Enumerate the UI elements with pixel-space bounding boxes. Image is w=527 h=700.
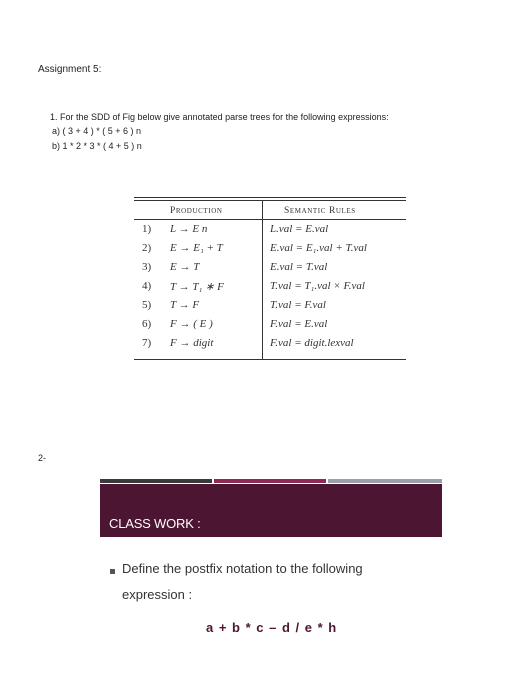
table-row — [134, 223, 406, 241]
classwork-title: CLASS WORK : — [109, 516, 201, 531]
question-item-a: a) ( 3 + 4 ) * ( 5 + 6 ) n — [52, 126, 142, 136]
table-header-rule — [134, 219, 406, 220]
row-index: 4) — [142, 280, 152, 292]
row-semantic-rule: L.val = E.val — [270, 223, 329, 235]
assignment-heading: Assignment 5: — [38, 64, 102, 75]
row-production: T → T₁ ∗ F — [170, 281, 224, 293]
row-semantic-rule: E.val = T.val — [270, 261, 328, 273]
row-index: 7) — [142, 337, 152, 349]
header-semantic-rules: Semantic Rules — [284, 206, 356, 216]
table-row — [134, 261, 406, 279]
row-index: 3) — [142, 261, 152, 273]
sdd-table — [134, 197, 406, 361]
row-production: T → F — [170, 299, 200, 311]
table-top-rule-inner — [134, 200, 406, 201]
row-production: F → digit — [170, 337, 214, 349]
accent-bar-dark — [100, 479, 212, 483]
row-index: 2) — [142, 242, 152, 254]
row-index: 5) — [142, 299, 152, 311]
question-item-b: b) 1 * 2 * 3 * ( 4 + 5 ) n — [52, 141, 142, 151]
question-1-text: 1. For the SDD of Fig below give annotated parse trees for the following expressions: — [50, 112, 389, 122]
row-production: F → ( E ) — [170, 318, 213, 330]
bullet-text-line1: Define the postfix notation to the following — [122, 561, 363, 576]
table-row — [134, 337, 406, 355]
postfix-expression: a + b * c – d / e * h — [206, 620, 338, 635]
row-semantic-rule: F.val = digit.lexval — [270, 337, 354, 349]
table-row — [134, 242, 406, 260]
table-row — [134, 299, 406, 317]
accent-bar-magenta — [214, 479, 326, 483]
table-row — [134, 280, 406, 298]
row-production: L → E n — [170, 223, 208, 235]
row-semantic-rule: E.val = E₁.val + T.val — [270, 242, 367, 254]
row-semantic-rule: T.val = F.val — [270, 299, 326, 311]
table-row — [134, 318, 406, 336]
classwork-banner — [100, 484, 442, 537]
bullet-square-icon — [110, 569, 115, 574]
bullet-text-line2: expression : — [122, 587, 193, 602]
row-semantic-rule: T.val = T₁.val × F.val — [270, 280, 365, 292]
section-2-label: 2- — [38, 453, 47, 463]
row-production: E → E₁ + T — [170, 242, 223, 254]
slide-accent-bars — [100, 479, 442, 483]
table-bottom-rule — [134, 359, 406, 360]
accent-bar-gray — [328, 479, 442, 483]
row-index: 1) — [142, 223, 152, 235]
row-semantic-rule: F.val = E.val — [270, 318, 328, 330]
row-index: 6) — [142, 318, 152, 330]
header-production: Production — [170, 206, 223, 216]
table-top-rule — [134, 197, 406, 198]
row-production: E → T — [170, 261, 200, 273]
